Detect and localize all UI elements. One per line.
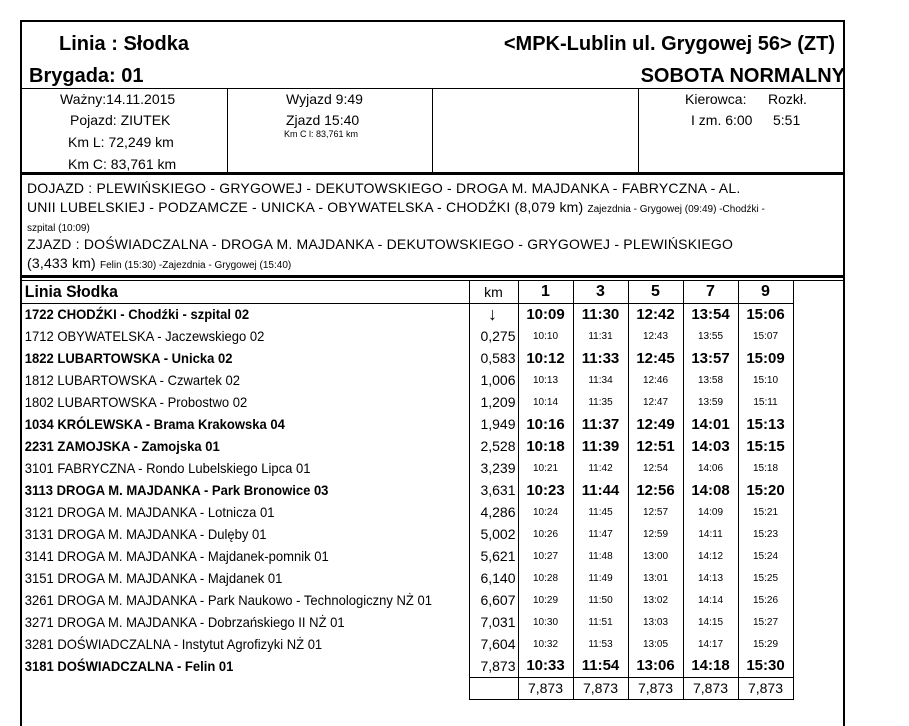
departure-time: 13:02 — [628, 589, 683, 611]
stop-km: 5,002 — [469, 523, 518, 545]
departure-time: 10:12 — [518, 347, 573, 369]
stop-km: 1,006 — [469, 369, 518, 391]
course-total-km: 7,873 — [738, 677, 793, 699]
departure-time: 12:45 — [628, 347, 683, 369]
departure-time: 12:59 — [628, 523, 683, 545]
departure-time: 15:06 — [738, 303, 793, 325]
driver-label: Kierowca: — [685, 91, 747, 107]
departure-time: 15:13 — [738, 413, 793, 435]
departure-time: 11:30 — [573, 303, 628, 325]
course-total-km: 7,873 — [683, 677, 738, 699]
stop-name: 1034 KRÓLEWSKA - Brama Krakowska 04 — [24, 416, 285, 432]
driver-value: Rozkł. — [768, 91, 807, 107]
departure-time: 13:06 — [628, 655, 683, 677]
departure-time: 11:50 — [573, 589, 628, 611]
table-row — [22, 435, 793, 457]
course-total-km: 7,873 — [518, 677, 573, 699]
departure-time: 10:09 — [518, 303, 573, 325]
timetable-header-name: Linia Słodka — [22, 281, 438, 303]
dojazd-line-1: DOJAZD : PLEWIŃSKIEGO - GRYGOWEJ - DEKUTOWSKIEGO - DROGA M. MAJDANKA - FABRYCZNA - AL. — [27, 180, 741, 196]
return-time: Zjazd 15:40 — [286, 112, 360, 128]
departure-time: 10:29 — [518, 589, 573, 611]
departure-time: 11:54 — [573, 655, 628, 677]
departure-time: 10:28 — [518, 567, 573, 589]
divider — [432, 88, 433, 172]
table-row — [22, 479, 793, 501]
departure-time: 12:51 — [628, 435, 683, 457]
stop-km: 5,621 — [469, 545, 518, 567]
departure-time: 15:10 — [738, 369, 793, 391]
stop-km: 4,286 — [469, 501, 518, 523]
stop-km: 6,607 — [469, 589, 518, 611]
table-row — [22, 413, 793, 435]
departure-time: 11:34 — [573, 369, 628, 391]
departure-time: 13:57 — [683, 347, 738, 369]
depot-title: <MPK-Lublin ul. Grygowej 56> (ZT) — [503, 33, 835, 55]
departure-time: 14:06 — [683, 457, 738, 479]
table-row — [22, 501, 793, 523]
table-row — [22, 325, 793, 347]
departure-time: 12:54 — [628, 457, 683, 479]
shift: I zm. 6:00 — [691, 112, 753, 128]
departure-time: 15:29 — [738, 633, 793, 655]
departure-time: 14:14 — [683, 589, 738, 611]
stop-km: 1,209 — [469, 391, 518, 413]
course-total-km: 7,873 — [573, 677, 628, 699]
departure-time: 13:58 — [683, 369, 738, 391]
table-row — [22, 391, 793, 413]
departure-time: 15:23 — [738, 523, 793, 545]
departure-time: 10:21 — [518, 457, 573, 479]
zjazd-line-2: (3,433 km) Felin (15:30) -Zajezdnia - Grygowej (15:40) — [27, 255, 292, 271]
zjazd-line-1: ZJAZD : DOŚWIADCZALNA - DROGA M. MAJDANKA - DEKUTOWSKIEGO - GRYGOWEJ - PLEWIŃSKIEGO — [27, 236, 734, 252]
stop-km: 1,949 — [469, 413, 518, 435]
dojazd-line-3: szpital (10:09) — [27, 223, 90, 234]
stop-name: 2231 ZAMOJSKA - Zamojska 01 — [24, 438, 220, 454]
departure-time: 10:10 — [518, 325, 573, 347]
departure-time: 11:35 — [573, 391, 628, 413]
departure-time: 15:24 — [738, 545, 793, 567]
course-number: 3 — [573, 281, 628, 303]
departure-time: 12:56 — [628, 479, 683, 501]
departure-time: 13:00 — [628, 545, 683, 567]
departure-time: 11:42 — [573, 457, 628, 479]
stop-name: 1822 LUBARTOWSKA - Unicka 02 — [24, 350, 233, 366]
timetable — [22, 281, 794, 700]
departure-time: 10:13 — [518, 369, 573, 391]
departure-time: 15:27 — [738, 611, 793, 633]
valid-date: Ważny:14.11.2015 — [60, 91, 176, 107]
table-row — [22, 457, 793, 479]
divider — [22, 172, 843, 175]
km-c: Km C: 83,761 km — [68, 156, 177, 172]
stop-km: 3,239 — [469, 457, 518, 479]
stop-name: 3131 DROGA M. MAJDANKA - Dulęby 01 — [24, 526, 267, 542]
departure-time: 11:37 — [573, 413, 628, 435]
departure-time: 11:39 — [573, 435, 628, 457]
departure-time: 10:30 — [518, 611, 573, 633]
table-row — [22, 567, 793, 589]
departure-time: 15:21 — [738, 501, 793, 523]
course-number: 9 — [738, 281, 793, 303]
departure-time: 15:25 — [738, 567, 793, 589]
table-row — [22, 303, 793, 325]
stop-km: 2,528 — [469, 435, 518, 457]
departure-time: 14:15 — [683, 611, 738, 633]
departure-time: 14:11 — [683, 523, 738, 545]
km-c-small: Km C l: 83,761 km — [284, 129, 359, 139]
table-row — [22, 523, 793, 545]
departure-time: 11:49 — [573, 567, 628, 589]
vehicle: Pojazd: ZIUTEK — [70, 112, 171, 128]
departure-time: 11:31 — [573, 325, 628, 347]
departure-time: 15:07 — [738, 325, 793, 347]
divider — [22, 275, 843, 278]
departure-time: 10:27 — [518, 545, 573, 567]
departure-time: 10:26 — [518, 523, 573, 545]
table-row — [22, 369, 793, 391]
departure-time: 15:11 — [738, 391, 793, 413]
stop-name: 1812 LUBARTOWSKA - Czwartek 02 — [24, 372, 240, 388]
departure-time: 15:09 — [738, 347, 793, 369]
stop-km: 3,631 — [469, 479, 518, 501]
day-type-label: SOBOTA NORMALNY — [640, 65, 845, 87]
table-row — [22, 611, 793, 633]
departure-time: 11:47 — [573, 523, 628, 545]
departure-time: 11:33 — [573, 347, 628, 369]
stop-name: 3113 DROGA M. MAJDANKA - Park Bronowice 03 — [24, 482, 329, 498]
departure-time: 14:18 — [683, 655, 738, 677]
stop-name: 3101 FABRYCZNA - Rondo Lubelskiego Lipca 01 — [24, 460, 311, 476]
departure-time: 14:17 — [683, 633, 738, 655]
departure-time: 12:57 — [628, 501, 683, 523]
departure-time: 14:08 — [683, 479, 738, 501]
departure-time: 11:51 — [573, 611, 628, 633]
departure-time: 14:12 — [683, 545, 738, 567]
totals-row — [22, 677, 793, 699]
course-total-km: 7,873 — [628, 677, 683, 699]
departure-time: 12:49 — [628, 413, 683, 435]
km-l: Km L: 72,249 km — [68, 134, 174, 150]
stop-km: 7,604 — [469, 633, 518, 655]
timetable-sheet — [20, 20, 845, 726]
totals-spacer — [22, 677, 438, 699]
departure-time: 15:18 — [738, 457, 793, 479]
table-row — [22, 633, 793, 655]
totals-km-spacer — [469, 677, 518, 699]
departure-time: 15:26 — [738, 589, 793, 611]
departure-time: 14:09 — [683, 501, 738, 523]
course-number: 1 — [518, 281, 573, 303]
departure-time: 10:23 — [518, 479, 573, 501]
stop-km: ↓ — [469, 303, 518, 325]
stop-name: 3261 DROGA M. MAJDANKA - Park Naukowo - Technologiczny NŻ 01 — [24, 592, 432, 608]
departure-time: Wyjazd 9:49 — [286, 91, 363, 107]
course-number: 7 — [683, 281, 738, 303]
stop-km: 0,275 — [469, 325, 518, 347]
stop-name: 3281 DOŚWIADCZALNA - Instytut Agrofizyki NŻ 01 — [24, 636, 323, 652]
departure-time: 13:05 — [628, 633, 683, 655]
departure-time: 12:46 — [628, 369, 683, 391]
departure-time: 11:48 — [573, 545, 628, 567]
stop-name: 3151 DROGA M. MAJDANKA - Majdanek 01 — [24, 570, 283, 586]
stop-name: 1722 CHODŹKI - Chodźki - szpital 02 — [24, 306, 250, 323]
departure-time: 10:16 — [518, 413, 573, 435]
stop-km: 7,873 — [469, 655, 518, 677]
table-row — [22, 347, 793, 369]
departure-time: 14:03 — [683, 435, 738, 457]
stop-name: 3181 DOŚWIADCZALNA - Felin 01 — [24, 658, 234, 674]
departure-time: 11:44 — [573, 479, 628, 501]
departure-time: 13:01 — [628, 567, 683, 589]
departure-time: 13:59 — [683, 391, 738, 413]
departure-time: 10:18 — [518, 435, 573, 457]
departure-time: 14:13 — [683, 567, 738, 589]
stop-name: 3121 DROGA M. MAJDANKA - Lotnicza 01 — [24, 504, 275, 520]
departure-time: 15:20 — [738, 479, 793, 501]
departure-time: 10:24 — [518, 501, 573, 523]
departure-time: 10:32 — [518, 633, 573, 655]
departure-time: 10:33 — [518, 655, 573, 677]
departure-time: 12:47 — [628, 391, 683, 413]
departure-time: 14:01 — [683, 413, 738, 435]
departure-time: 11:53 — [573, 633, 628, 655]
departure-time: 13:55 — [683, 325, 738, 347]
stop-name: 3141 DROGA M. MAJDANKA - Majdanek-pomnik 01 — [24, 548, 329, 564]
table-row — [22, 545, 793, 567]
table-row — [22, 655, 793, 677]
departure-time: 13:03 — [628, 611, 683, 633]
departure-time: 15:15 — [738, 435, 793, 457]
timetable-header-row — [22, 281, 793, 303]
departure-time: 13:54 — [683, 303, 738, 325]
course-number: 5 — [628, 281, 683, 303]
departure-time: 12:43 — [628, 325, 683, 347]
shift-time: 5:51 — [773, 112, 801, 128]
departure-time: 10:14 — [518, 391, 573, 413]
departure-time: 12:42 — [628, 303, 683, 325]
departure-time: 11:45 — [573, 501, 628, 523]
stop-km: 6,140 — [469, 567, 518, 589]
timetable-header-km: km — [469, 281, 518, 303]
stop-name: 3271 DROGA M. MAJDANKA - Dobrzańskiego II NŻ 01 — [24, 614, 345, 630]
divider — [227, 88, 228, 172]
departure-time: 15:30 — [738, 655, 793, 677]
stop-km: 7,031 — [469, 611, 518, 633]
stop-name: 1802 LUBARTOWSKA - Probostwo 02 — [24, 394, 248, 410]
dojazd-line-2: UNII LUBELSKIEJ - PODZAMCZE - UNICKA - OBYWATELSKA - CHODŹKI (8,079 km) Zajezdnia - Grygowej (09:49) -Chodźki - — [27, 199, 765, 215]
brigade-label: Brygada: 01 — [29, 65, 144, 87]
line-title: Linia : Słodka — [59, 33, 190, 55]
stop-name: 1712 OBYWATELSKA - Jaczewskiego 02 — [24, 328, 265, 344]
stop-km: 0,583 — [469, 347, 518, 369]
divider — [638, 88, 639, 172]
table-row — [22, 589, 793, 611]
